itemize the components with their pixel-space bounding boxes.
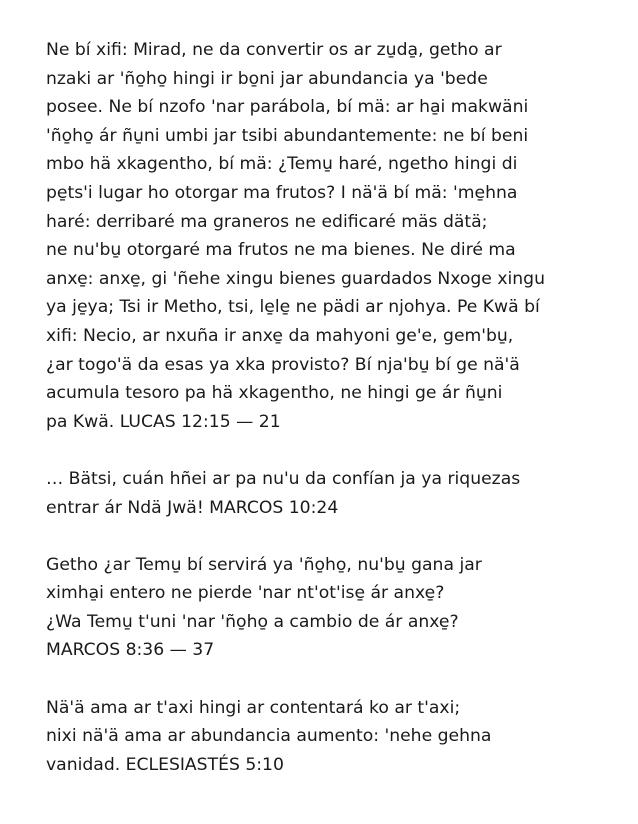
paragraph-lucas [46,36,626,436]
text-line: Getho ¿ar Temu̱ bí servirá ya 'ño̱ho̱, nu'bu̱ gana jar [46,554,482,575]
text-line: anxe̱: anxe̱, gi 'ñehe xingu bienes guardados Nxoge xingu [46,268,545,289]
scripture-page [46,36,626,808]
text-line: MARCOS 8:36 — 37 [46,640,215,661]
text-line: xifi: Necio, ar nxuña ir anxe̱ da mahyoni ge'e, gem'bu̱, [46,325,514,346]
text-line: ximha̱i entero ne pierde 'nar nt'ot'ise̱ ár anxe̱? [46,583,445,604]
text-line: haré: derribaré ma graneros ne edificaré mäs dätä; [46,211,488,232]
paragraph-marcos-8 [46,551,626,665]
text-line: vanidad. ECLESIASTÉS 5:10 [46,754,284,775]
text-line: ¿ar togo'ä da esas ya xka provisto? Bí nja'bu̱ bí ge nä'ä [46,354,520,375]
text-line: … Bätsi, cuán hñei ar pa nu'u da confían ja ya riquezas [46,468,521,489]
text-line: nixi nä'ä ama ar abundancia aumento: 'nehe gehna [46,726,492,747]
text-line: mbo hä xkagentho, bí mä: ¿Temu̱ haré, ngetho hingi di [46,154,518,175]
text-line: posee. Ne bí nzofo 'nar parábola, bí mä: ar ha̱i makwäni [46,97,529,118]
text-line: Nä'ä ama ar t'axi hingi ar contentará ko ar t'axi; [46,697,461,718]
paragraph-marcos-10 [46,465,626,522]
paragraph-eclesiastes [46,694,626,780]
text-line: acumula tesoro pa hä xkagentho, ne hingi ge ár ñu̱ni [46,383,503,404]
text-line: 'ño̱ho̱ ár ñu̱ni umbi jar tsibi abundantemente: ne bí beni [46,125,529,146]
text-line: Ne bí xifi: Mirad, ne da convertir os ar zu̱da̱, getho ar [46,40,502,60]
text-line: pa Kwä. LUCAS 12:15 — 21 [46,411,281,432]
text-line: ne nu'bu̱ otorgaré ma frutos ne ma bienes. Ne diré ma [46,240,516,261]
text-line: nzaki ar 'ño̱ho̱ hingi ir bo̱ni jar abundancia ya 'bede [46,68,488,89]
text-line: ¿Wa Temu̱ t'uni 'nar 'ño̱ho̱ a cambio de ár anxe̱? [46,611,459,632]
text-line: pe̱ts'i lugar ho otorgar ma frutos? I nä'ä bí mä: 'me̱hna [46,182,518,203]
text-line: ya je̱ya; Tsi ir Metho, tsi, le̱le̱ ne pädi ar njohya. Pe Kwä bí [46,297,540,318]
text-line: entrar ár Ndä Jwä! MARCOS 10:24 [46,497,339,518]
